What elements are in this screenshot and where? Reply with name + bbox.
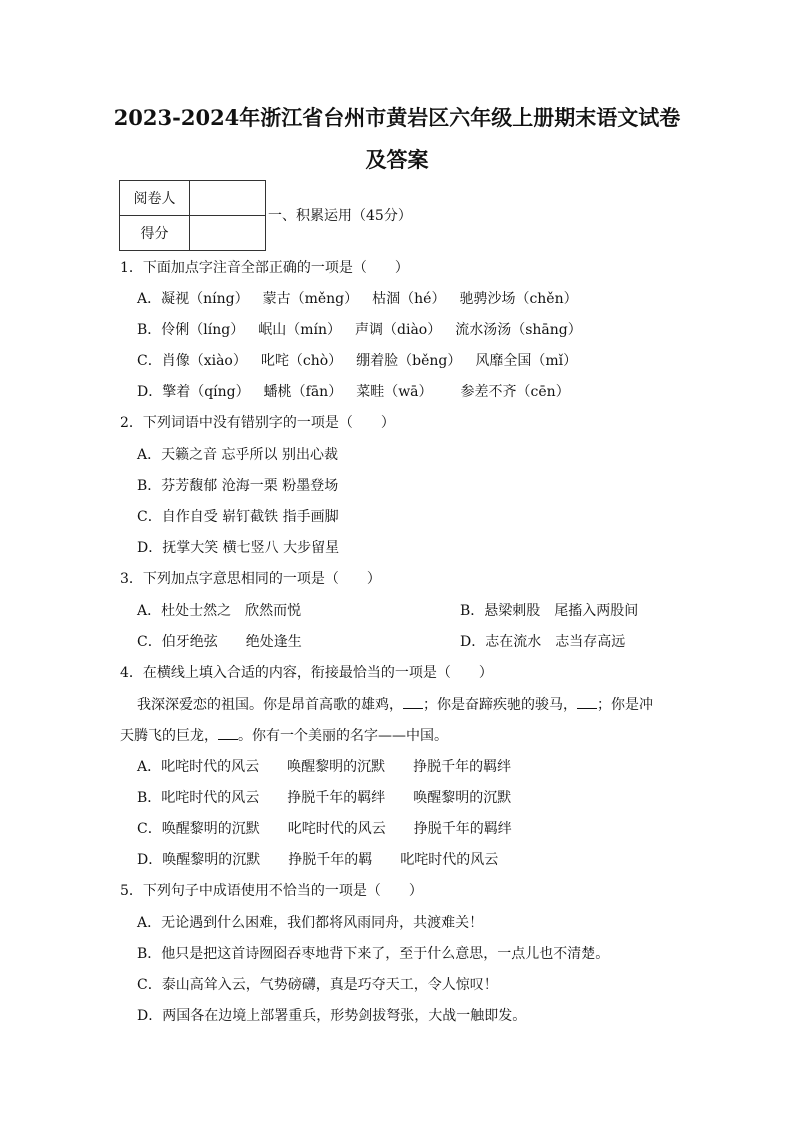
doc-title-line2: 及答案 [365, 147, 429, 172]
q4-passage-part5: 。你有一个美丽的名字——中国。 [238, 728, 448, 744]
blank-2 [577, 694, 597, 709]
q1-a-4: 驰骋沙场（chěn） [459, 291, 578, 307]
q1-a-3: 枯涸（hé） [372, 291, 446, 307]
q3-option-b [460, 601, 638, 621]
q4-passage-part2: ；你是奋蹄疾驰的骏马， [423, 697, 577, 713]
score-table [119, 180, 266, 251]
q4-d-2: 挣脱千年的羁 [288, 852, 373, 868]
q4-c-2: 叱咤时代的风云 [287, 821, 386, 837]
q3-a-1: A．杜处士然之 [137, 603, 232, 619]
q3-b-2: 尾搐入两股间 [554, 603, 639, 619]
q4-passage-line1 [137, 694, 653, 715]
q1-option-d [137, 382, 570, 402]
q4-c-3: 挣脱千年的羁绊 [413, 821, 512, 837]
q3-stem: 3．下列加点字意思相同的一项是（ ） [120, 571, 381, 587]
blank-1 [403, 694, 423, 709]
q1-option-a [137, 289, 578, 309]
q1-d-2: 蟠桃（fān） [263, 384, 343, 400]
q5-option-a: A．无论遇到什么困难，我们都将风雨同舟，共渡难关！ [137, 915, 484, 931]
q4-d-3: 叱咤时代的风云 [400, 852, 499, 868]
q3-option-d [460, 632, 625, 652]
q3-d-1: D．志在流水 [460, 634, 542, 650]
section-heading: 一、积累运用（45分） [268, 208, 412, 224]
q4-a-2: 唤醒黎明的沉默 [287, 759, 386, 775]
q5-option-b: B．他只是把这首诗囫囵吞枣地背下来了，至于什么意思，一点儿也不清楚。 [137, 946, 610, 962]
q2-option-d: D．抚掌大笑 横七竖八 大步留星 [137, 540, 340, 556]
q3-option-c [137, 632, 302, 652]
q4-option-b [137, 788, 511, 808]
reviewer-cell [190, 181, 266, 216]
doc-title-line1: 2023-2024年浙江省台州市黄岩区六年级上册期末语文试卷 [113, 105, 681, 130]
q4-option-a [137, 757, 511, 777]
q1-b-3: 声调（diào） [355, 322, 442, 338]
q1-option-b [137, 320, 582, 340]
q1-c-1: C．肖像（xiào） [137, 353, 247, 369]
q4-option-c [137, 819, 512, 839]
q2-stem: 2．下列词语中没有错别字的一项是（ ） [120, 415, 395, 431]
q4-passage-part1: 我深深爱恋的祖国。你是昂首高歌的雄鸡， [137, 697, 403, 713]
q1-stem: 1．下面加点字注音全部正确的一项是（ ） [120, 260, 409, 276]
q4-option-d [137, 850, 498, 870]
reviewer-label: 阅卷人 [120, 181, 190, 216]
q4-d-1: D．唤醒黎明的沉默 [137, 852, 261, 868]
q1-c-2: 叱咤（chò） [260, 353, 343, 369]
q2-option-b: B．芬芳馥郁 沧海一栗 粉墨登场 [137, 478, 339, 494]
q4-a-1: A．叱咤时代的风云 [137, 759, 260, 775]
q5-option-c: C．泰山高耸入云，气势磅礴，真是巧夺天工，令人惊叹！ [137, 977, 498, 993]
q3-d-2: 志当存高远 [555, 634, 626, 650]
q4-passage-part3: ；你是冲 [597, 697, 653, 713]
q1-c-4: 风靡全国（mǐ） [475, 353, 578, 369]
q4-b-1: B．叱咤时代的风云 [137, 790, 260, 806]
q1-d-1: D．擎着（qíng） [137, 384, 250, 400]
q3-option-a [137, 601, 301, 621]
q1-a-1: A．凝视（níng） [137, 291, 249, 307]
q1-c-3: 绷着脸（běng） [356, 353, 462, 369]
q1-b-4: 流水汤汤（shāng） [455, 322, 582, 338]
q4-c-1: C．唤醒黎明的沉默 [137, 821, 260, 837]
score-label: 得分 [120, 216, 190, 251]
q3-c-2: 绝处逢生 [245, 634, 302, 650]
q1-a-2: 蒙古（měng） [262, 291, 359, 307]
q4-b-2: 挣脱千年的羁绊 [287, 790, 386, 806]
q1-b-2: 岷山（mín） [258, 322, 342, 338]
blank-3 [218, 725, 238, 740]
q4-stem: 4．在横线上填入合适的内容，衔接最恰当的一项是（ ） [120, 665, 493, 681]
q2-option-c: C．自作自受 崭钉截铁 指手画脚 [137, 509, 339, 525]
q2-option-a: A．天籁之音 忘乎所以 别出心裁 [137, 447, 339, 463]
q3-a-2: 欣然而悦 [245, 603, 302, 619]
q1-b-1: B．伶俐（líng） [137, 322, 245, 338]
q1-d-4: 参差不齐（cēn） [460, 384, 570, 400]
score-cell [190, 216, 266, 251]
q1-d-3: 菜畦（wā） [356, 384, 433, 400]
q1-option-c [137, 351, 577, 371]
q5-stem: 5．下列句子中成语使用不恰当的一项是（ ） [120, 883, 423, 899]
q4-b-3: 唤醒黎明的沉默 [413, 790, 512, 806]
q3-b-1: B．悬梁刺股 [460, 603, 541, 619]
q4-passage-line2 [120, 725, 448, 746]
q3-c-1: C．伯牙绝弦 [137, 634, 218, 650]
q5-option-d: D．两国各在边境上部署重兵，形势剑拔弩张，大战一触即发。 [137, 1008, 527, 1024]
q4-passage-part4: 天腾飞的巨龙， [120, 728, 218, 744]
q4-a-3: 挣脱千年的羁绊 [413, 759, 512, 775]
